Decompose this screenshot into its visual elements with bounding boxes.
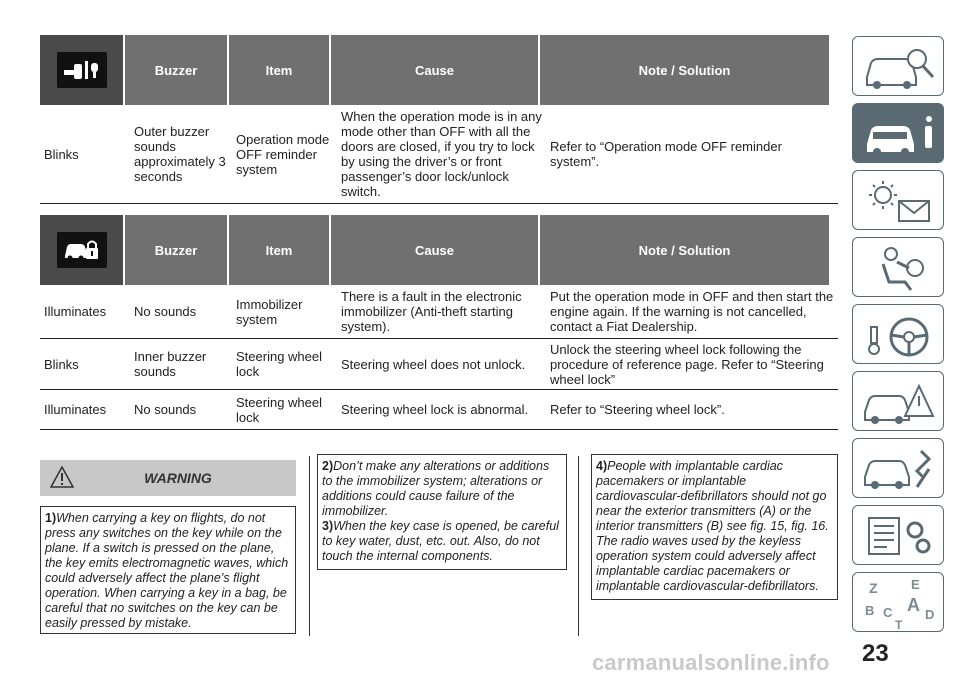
cause-cell: Steering wheel lock is abnormal. (341, 402, 529, 417)
warning-note-3 (322, 519, 563, 564)
buzzer-cell: Inner buzzer sounds (134, 349, 207, 379)
index-letter: C (883, 605, 893, 620)
cause-cell: When the operation mode is in any mode other than OFF with all the doors are closed, if you try to lock by using the driver’s or front passenger’s door lock/unlock switch. (341, 109, 542, 199)
warning-header (40, 460, 296, 496)
car-wrench-icon (853, 439, 945, 499)
index-letter: E (911, 577, 920, 592)
note-text: Don’t make any alterations or additions to the immobilizer system; alterations or additions could cause failure of the immobilizer. (322, 459, 550, 518)
reminder-table (40, 35, 838, 204)
indicator-cell: Blinks (44, 356, 79, 372)
airbag-seat-icon (853, 238, 945, 298)
alphabet-index-icon (853, 573, 945, 633)
sidebar-item-car-info[interactable] (852, 103, 944, 163)
header-item: Item (229, 215, 329, 285)
table-row (40, 390, 838, 430)
header-icon-cell (40, 35, 123, 105)
table-row (40, 339, 838, 390)
index-letter: Z (869, 580, 878, 596)
car-search-icon (853, 37, 945, 97)
index-letter: T (895, 618, 903, 632)
header-buzzer: Buzzer (125, 35, 227, 105)
indicator-cell: Illuminates (44, 402, 107, 417)
buzzer-cell: Outer buzzer sounds approximately 3 seconds (134, 124, 226, 184)
index-letter: A (907, 595, 920, 615)
list-settings-icon (853, 506, 945, 566)
table-row (40, 105, 838, 204)
immobilizer-steering-lock-icon (57, 232, 107, 268)
header-cause: Cause (331, 215, 538, 285)
header-item: Item (229, 35, 329, 105)
immobilizer-table (40, 215, 838, 430)
header-buzzer: Buzzer (125, 215, 227, 285)
note-cell: Unlock the steering wheel lock following the procedure of reference page. Refer to “Steering wheel lock” (550, 341, 824, 387)
header-note: Note / Solution (540, 215, 829, 285)
header-cause: Cause (331, 35, 538, 105)
operation-mode-reminder-icon (57, 52, 107, 88)
item-cell: Immobilizer system (236, 296, 303, 327)
cause-cell: Steering wheel does not unlock. (341, 356, 526, 372)
sidebar-item-warning-lights[interactable] (852, 170, 944, 230)
indicator-cell: Illuminates (44, 304, 107, 319)
item-cell: Steering wheel lock (236, 394, 322, 425)
table-row (40, 285, 838, 339)
sidebar-item-index[interactable] (852, 572, 944, 632)
column-divider (309, 456, 310, 636)
indicator-cell: Blinks (44, 146, 79, 162)
sidebar-item-emergency[interactable] (852, 371, 944, 431)
key-steering-wheel-icon (853, 305, 945, 365)
car-road-warning-icon (853, 372, 945, 432)
car-info-icon (853, 104, 945, 164)
page-number: 23 (862, 640, 889, 667)
note-number: 4) (596, 459, 608, 473)
note-text: When carrying a key on flights, do not press any switches on the key while on the plane. If a switch is pressed on the plane, the key emits electromagnetic waves, which could adversely affect the plane’s flight operation. When carrying a key in a bag, be careful that no switches on the key can be easily pressed by mistake. (45, 511, 289, 630)
warning-title: WARNING (144, 470, 212, 486)
item-cell: Steering wheel lock (236, 349, 322, 379)
note-number: 1) (45, 511, 57, 525)
warning-note-2 (322, 459, 563, 519)
warning-light-mail-icon (853, 171, 945, 231)
note-cell: Refer to “Steering wheel lock”. (550, 402, 725, 417)
warning-note-1 (40, 506, 296, 634)
warning-notes-2-3 (317, 454, 567, 570)
watermark: carmanualsonline.info (592, 650, 830, 675)
note-number: 2) (322, 459, 334, 473)
sidebar-item-starting-driving[interactable] (852, 304, 944, 364)
sidebar-item-technical-data[interactable] (852, 505, 944, 565)
note-text: When the key case is opened, be careful to key water, dust, etc. out. Also, do not touch the internal components. (322, 519, 559, 563)
warning-note-4 (591, 454, 838, 600)
header-note: Note / Solution (540, 35, 829, 105)
note-number: 3) (322, 519, 334, 533)
note-cell: Put the operation mode in OFF and then start the engine again. If the warning is not cancelled, contact a Fiat Dealership. (550, 289, 834, 334)
sidebar-item-safety[interactable] (852, 237, 944, 297)
header-icon-cell (40, 215, 123, 285)
item-cell: Operation mode OFF reminder system (236, 131, 330, 177)
column-divider (578, 456, 579, 636)
note-text: People with implantable cardiac pacemakers or implantable cardiovascular-defibrillators should not go near the exterior transmitters (A) or the interior transmitters (B) see fig. 15, fig. 16. The radio waves used by the keyless operation system could adversely affect implantable cardiac pacemakers or implantable cardiovascular-defibrillators. (596, 459, 829, 593)
table-header (40, 215, 838, 285)
sidebar-item-car-search[interactable] (852, 36, 944, 96)
index-letter: D (925, 607, 935, 622)
table-header (40, 35, 838, 105)
cause-cell: There is a fault in the electronic immobilizer (Anti-theft starting system). (341, 289, 522, 334)
index-letter: B (865, 603, 875, 618)
sidebar-item-servicing[interactable] (852, 438, 944, 498)
buzzer-cell: No sounds (134, 304, 197, 319)
note-cell: Refer to “Operation mode OFF reminder system”. (550, 139, 782, 169)
buzzer-cell: No sounds (134, 402, 197, 417)
